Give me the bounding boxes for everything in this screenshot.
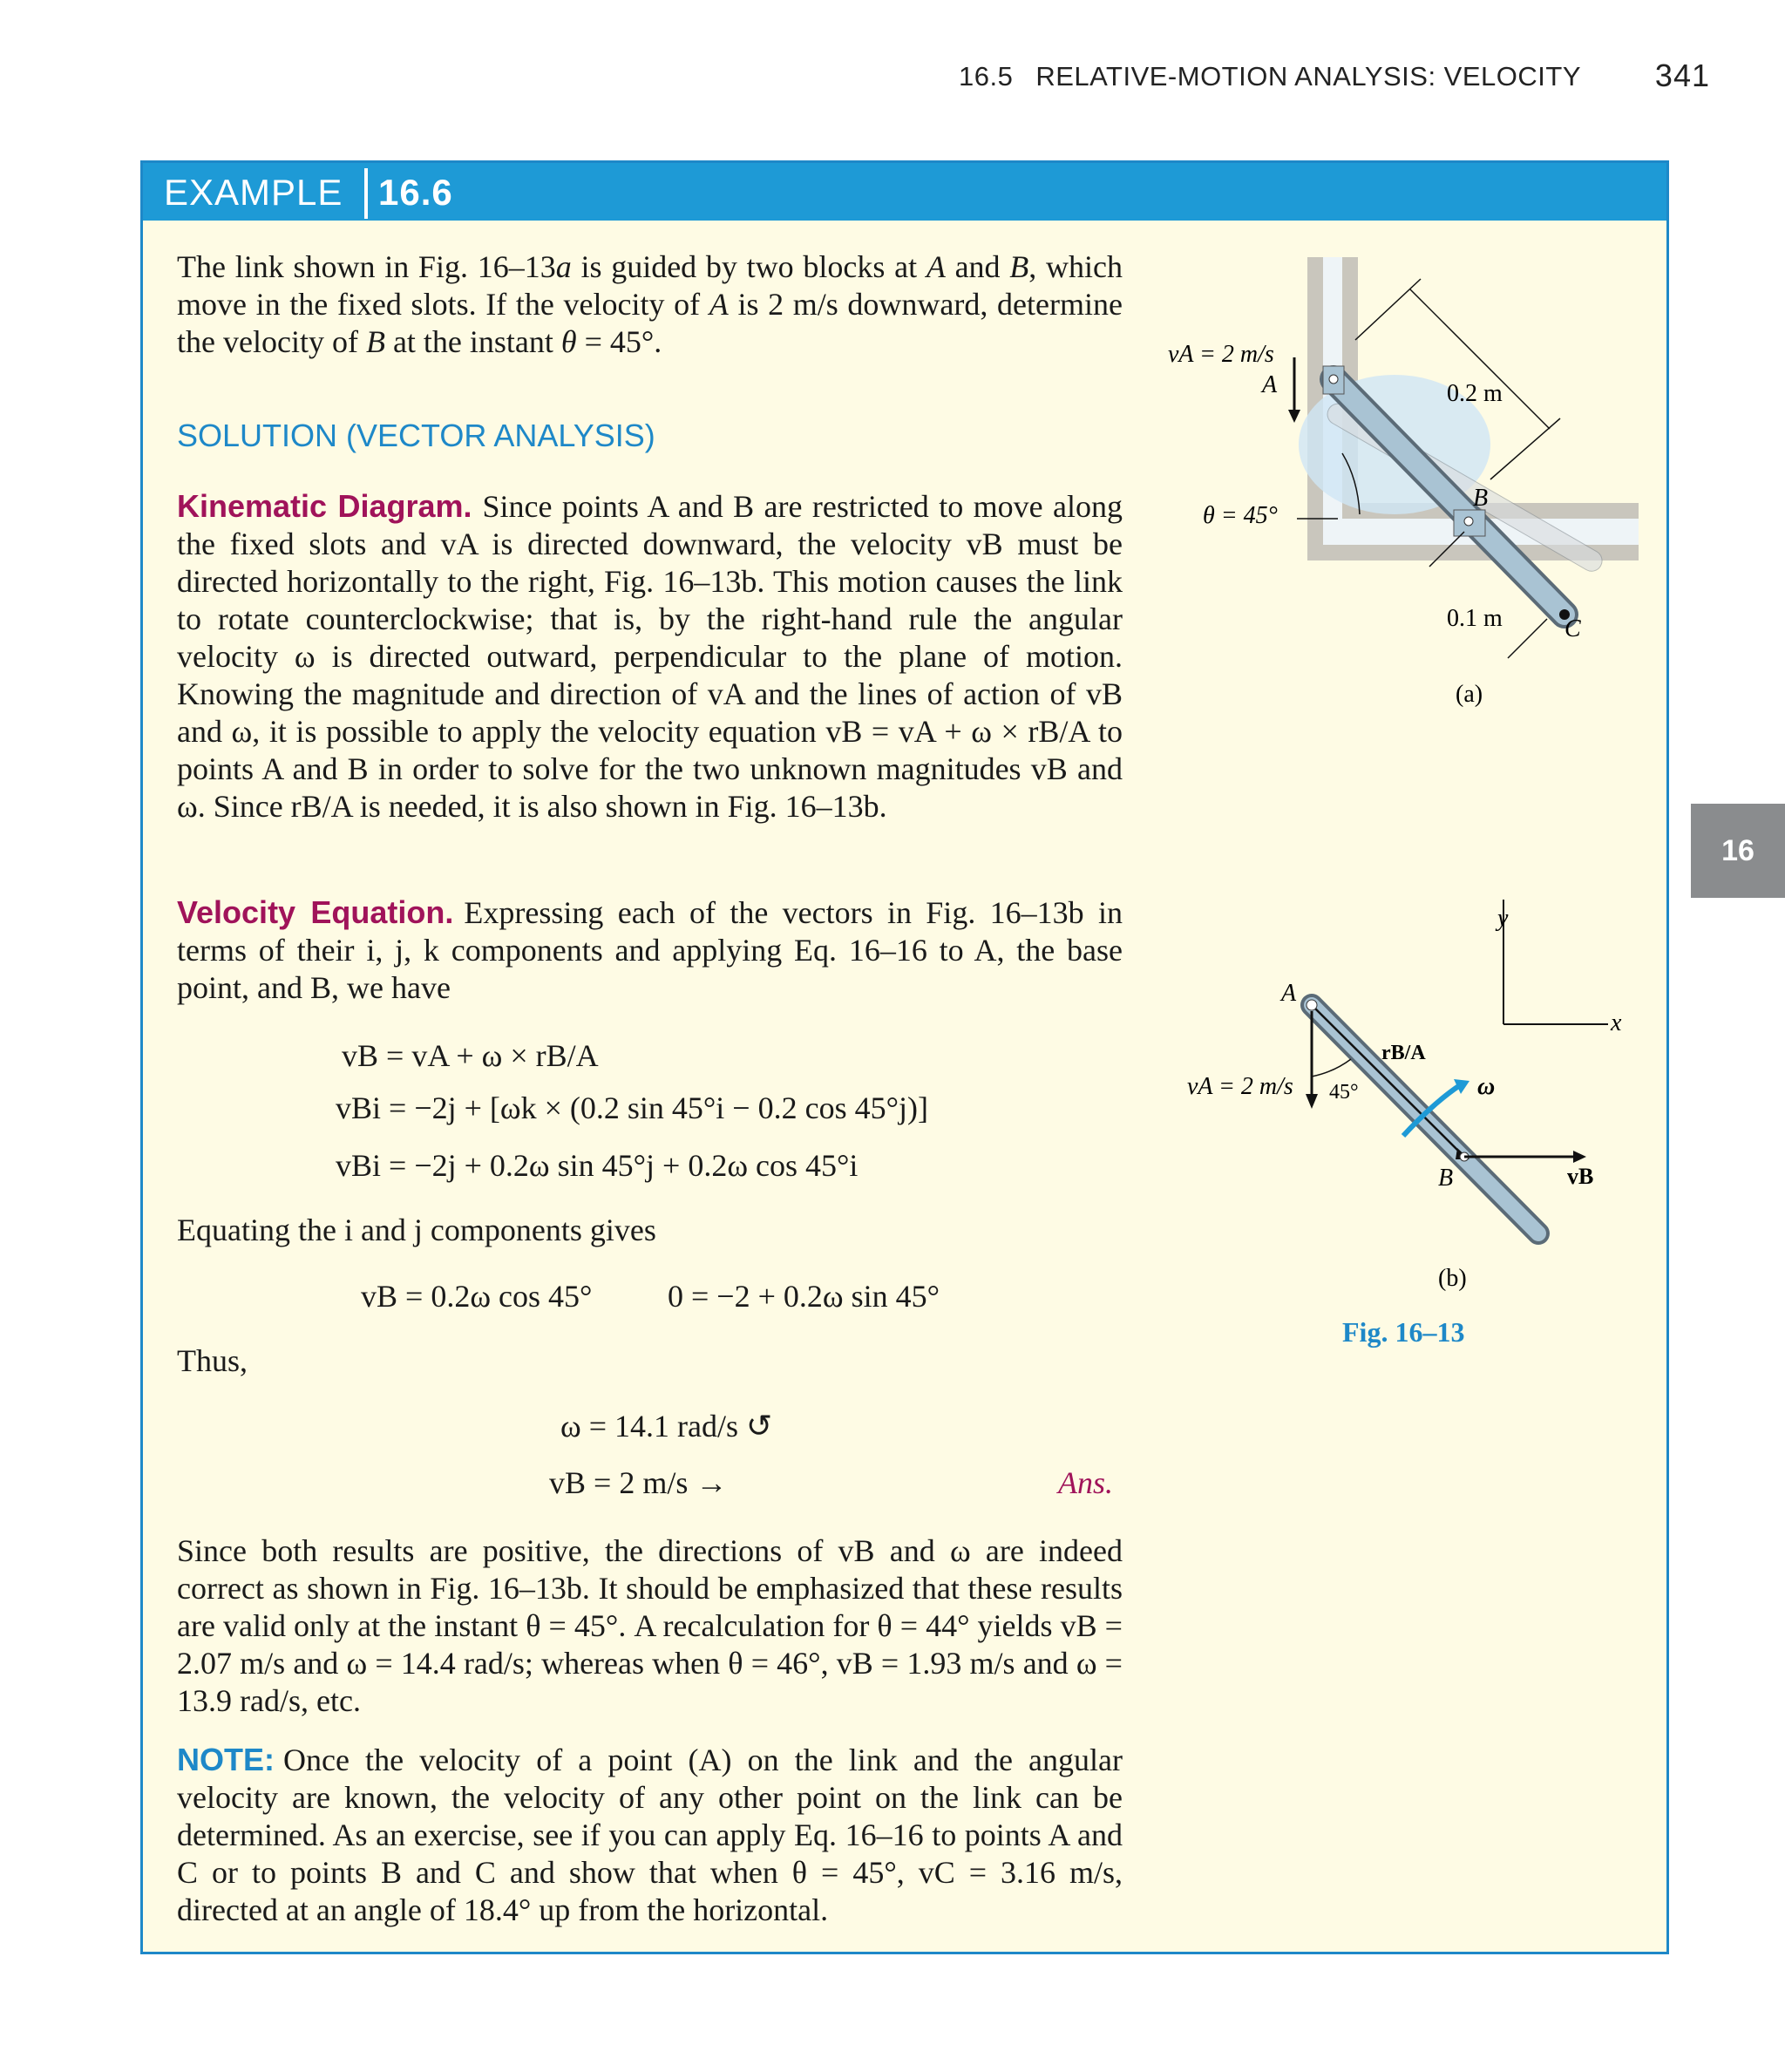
- fig-a-va-label: vA = 2 m/s: [1168, 341, 1274, 368]
- fig-b-rba: rB/A: [1381, 1042, 1426, 1064]
- kinematic-body: Since points A and B are restricted to move along the fixed slots and vA is directed downward, the velocity vB must be directed horizontally to the right, Fig. 16–13b. This motion causes the link to rotate counterclockwise; that is, by the right-hand rule the angular velocity ω is directed outward, perpendicular to the plane of motion. Knowing the magnitude and direction of vA and the lines of action of vB and ω, it is possible to apply the velocity equation vB = vA + ω × rB/A to points A and B in order to solve for the two unknown magnitudes vB and ω. Since rB/A is needed, it is also shown in Fig. 16–13b.: [177, 489, 1123, 824]
- velocity-paragraph: [177, 893, 1123, 1007]
- equation-2: vBi = −2j + [ωk × (0.2 sin 45°i − 0.2 cos 45°j)]: [336, 1090, 928, 1125]
- thus-text: Thus,: [177, 1343, 248, 1378]
- theta-symbol: θ: [560, 324, 577, 359]
- fig-a-theta: θ = 45°: [1203, 502, 1278, 529]
- section-title: RELATIVE-MOTION ANALYSIS: VELOCITY: [1035, 61, 1582, 92]
- problem-text-5: at the instant: [384, 324, 561, 359]
- problem-text-6: = 45°.: [576, 324, 662, 359]
- fig-a-point-c: C: [1564, 615, 1581, 642]
- example-header-bar: [143, 163, 1666, 221]
- equation-4a: vB = 0.2ω cos 45°: [361, 1279, 593, 1314]
- equation-4b: 0 = −2 + 0.2ω sin 45°: [668, 1279, 940, 1314]
- page-number: 341: [1654, 58, 1710, 93]
- fig-b-omega: ω: [1477, 1073, 1496, 1100]
- point-b: B: [1009, 249, 1029, 284]
- fig-b-x: x: [1611, 1009, 1622, 1036]
- figure-16-13: [1133, 244, 1673, 1377]
- point-a: A: [926, 249, 946, 284]
- equation-3: vBi = −2j + 0.2ω sin 45°j + 0.2ω cos 45°i: [336, 1148, 859, 1183]
- fig-b-sub: (b): [1438, 1265, 1467, 1292]
- equation-1: vB = vA + ω × rB/A: [342, 1038, 599, 1073]
- velocity-heading: Velocity Equation.: [177, 894, 454, 930]
- point-a-2: A: [709, 287, 729, 322]
- problem-text-3: , which move in the fixed slots. If the velocity of: [177, 249, 1123, 322]
- example-label: EXAMPLE: [164, 172, 343, 213]
- kinematic-heading: Kinematic Diagram.: [177, 488, 472, 524]
- fig-b-va-label: vA = 2 m/s: [1187, 1073, 1293, 1100]
- since-paragraph: Since both results are positive, the directions of vB and ω are indeed correct as shown in Fig. 16–13b. It should be emphasized that these results are valid only at the instant θ = 45°. A recalculation for θ = 44° yields vB = 2.07 m/s and ω = 14.4 rad/s; whereas when θ = 46°, vB = 1.93 m/s and ω = 13.9 rad/s, etc.: [177, 1533, 1123, 1718]
- problem-statement: [177, 248, 1123, 361]
- fig-b-angle: 45°: [1329, 1081, 1359, 1104]
- note-paragraph: [177, 1741, 1123, 1929]
- point-b-2: B: [365, 324, 385, 359]
- fig-b-point-b: B: [1438, 1165, 1454, 1192]
- result-omega-text: ω = 14.1 rad/s: [560, 1409, 738, 1444]
- problem-fig-sub: a: [555, 249, 572, 284]
- fig-a-dim-02: 0.2 m: [1447, 380, 1503, 407]
- figure-caption: Fig. 16–13: [1342, 1316, 1465, 1348]
- fig-b-point-a: A: [1281, 980, 1297, 1007]
- solution-heading: SOLUTION (VECTOR ANALYSIS): [177, 418, 655, 453]
- and-text: and: [945, 249, 1010, 284]
- velocity-body: Expressing each of the vectors in Fig. 16–13b in terms of their i, j, k components and applying Eq. 16–16 to A, the base point, and B, we have: [177, 895, 1123, 1005]
- fig-b-vb: vB: [1567, 1164, 1594, 1189]
- kinematic-paragraph: [177, 487, 1123, 825]
- equating-text: Equating the i and j components gives: [177, 1213, 656, 1247]
- result-omega: [560, 1408, 772, 1444]
- note-body: Once the velocity of a point (A) on the link and the angular velocity are known, the velocity of any other point on the link can be determined. As an exercise, see if you can apply Eq. 16–16 to points A and C or to points B and C and show that when θ = 45°, vC = 3.16 m/s, directed at an angle of 18.4° up from the horizontal.: [177, 1743, 1123, 1927]
- fig-b-axes: [1503, 900, 1608, 1024]
- fig-b-y: y: [1497, 905, 1509, 932]
- note-label: NOTE:: [177, 1742, 275, 1777]
- chapter-tab: 16: [1691, 804, 1785, 898]
- answer-label: Ans.: [1058, 1465, 1113, 1500]
- problem-text-1: The link shown in Fig. 16–13: [177, 249, 556, 284]
- fig-a-point-a: A: [1262, 371, 1278, 398]
- fig-a-sub: (a): [1456, 681, 1483, 708]
- problem-text-2: is guided by two blocks at: [571, 249, 926, 284]
- section-number: 16.5: [959, 61, 1014, 92]
- fig-a-point-b: B: [1473, 485, 1489, 512]
- right-arrow-icon: →: [696, 1465, 728, 1500]
- fig-a-dim-01: 0.1 m: [1447, 605, 1503, 632]
- result-vb: [549, 1464, 727, 1501]
- example-divider: [364, 168, 368, 219]
- problem-text-4: is 2 m/s downward, determine the velocity of: [177, 287, 1123, 359]
- example-number: 16.6: [378, 172, 453, 213]
- ccw-arrow-icon: ↺: [745, 1409, 773, 1444]
- result-vb-text: vB = 2 m/s: [549, 1465, 689, 1500]
- running-head: [959, 61, 1582, 92]
